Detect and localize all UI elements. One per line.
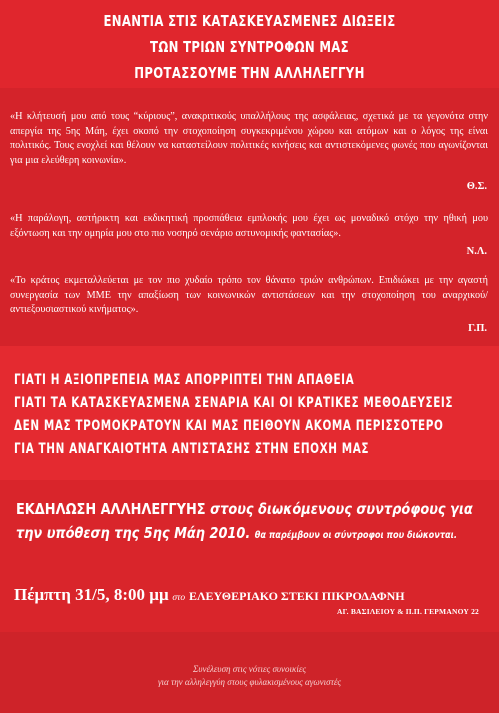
event-at: στο bbox=[172, 593, 186, 603]
quote-2-text: «Η παράλογη, αστήρικτη και εκδικητική προσπάθεια εμπλοκής μου έχει ως μοναδικό στόχο την ηθική μου εξόντωση και την ομηρία μου στο πιο νοσηρό σενάριο αστυνομικής φαντασίας». bbox=[10, 213, 488, 239]
manifesto-band bbox=[0, 346, 499, 480]
manifesto-line-2: ΓΙΑΤΙ ΤΑ ΚΑΤΑΣΚΕΥΑΣΜΕΝΑ ΣΕΝΑΡΙΑ ΚΑΙ ΟΙ ΚΡΑΤΙΚΕΣ ΜΕΘΟΔΕΥΣΕΙΣ bbox=[14, 395, 454, 411]
manifesto-line-3: ΔΕΝ ΜΑΣ ΤΡΟΜΟΚΡΑΤΟΥΝ ΚΑΙ ΜΑΣ ΠΕΙΘΟΥΝ ΑΚΟΜΑ ΠΕΡΙΣΣΟΤΕΡΟ bbox=[14, 418, 444, 434]
event-venue: ΕΛΕΥΘΕΡΙΑΚΟ ΣΤΕΚΙ ΠΙΚΡΟΔΑΦΝΗ bbox=[188, 589, 405, 603]
event-date: Πέμπτη 31/5, 8:00 μμ bbox=[14, 585, 169, 604]
headline-line-2: ΤΩΝ ΤΡΙΩΝ ΣΥΝΤΡΟΦΩΝ ΜΑΣ bbox=[150, 38, 349, 56]
quote-3-signature: Γ.Π. bbox=[468, 323, 487, 334]
event-subtitle-part1: στους διωκόμενους συντρόφους για bbox=[210, 500, 473, 518]
event-note: θα παρέμβουν οι σύντροφοι που διώκονται. bbox=[254, 530, 457, 541]
quote-3-text: «Το κράτος εκμεταλλεύεται με τον πιο χυδαίο τρόπο τον θάνατο τριών ανθρώπων. Επιδιώκει με την αγαστή συνεργασία των ΜΜΕ την απαξίωση των κοινωνικών αντιστάσεων και την στοχοποίηση του αναρχικού/αντιεξουσιαστικού κινήματος». bbox=[10, 275, 488, 315]
event-title-line bbox=[16, 500, 473, 518]
event-case-line bbox=[16, 524, 457, 542]
headline-line-3: ΠΡΟΤΑΣΣΟΥΜΕ ΤΗΝ ΑΛΛΗΛΕΓΓΥΗ bbox=[134, 64, 365, 82]
event-title: ΕΚΔΗΛΩΣΗ ΑΛΛΗΛΕΓΓΥΗΣ bbox=[16, 500, 206, 518]
manifesto-line-1: ΓΙΑΤΙ Η ΑΞΙΟΠΡΕΠΕΙΑ ΜΑΣ ΑΠΟΡΡΙΠΤΕΙ ΤΗΝ ΑΠΑΘΕΙΑ bbox=[14, 372, 355, 388]
event-subtitle-part2: την υπόθεση της 5ης Μάη 2010. bbox=[16, 524, 251, 542]
event-address: ΑΓ. ΒΑΣΙΛΕΙΟΥ & Π.Π. ΓΕΡΜΑΝΟΥ 22 bbox=[336, 607, 479, 616]
footer-line-2: για την αλληλεγγύη στους φυλακισμένους αγωνιστές bbox=[157, 677, 342, 687]
quote-1-signature: Θ.Σ. bbox=[466, 181, 487, 192]
event-datetime-line bbox=[14, 585, 405, 605]
manifesto-line-4: ΓΙΑ ΤΗΝ ΑΝΑΓΚΑΙΟΤΗΤΑ ΑΝΤΙΣΤΑΣΗΣ ΣΤΗΝ ΕΠΟΧΗ ΜΑΣ bbox=[14, 441, 370, 457]
quote-1-text: «Η κλήτευσή μου από τους “κύριους”, ανακριτικούς υπαλλήλους της ασφάλειας, σχετικά με τα γεγονότα στην απεργία της 5ης Μάη, έχει σκοπό την στοχοποίηση συγκεκριμένου χώρου και ατόμων και ο λόγος της είναι πολιτικός. Τους ενοχλεί και θέλουν να καταστείλουν πολιτικές κινήσεις και αντιστεκόμενες φωνές που αγωνίζονται για μια ελεύθερη κοινωνία». bbox=[10, 111, 488, 166]
headline-line-1: ΕΝΑΝΤΙΑ ΣΤΙΣ ΚΑΤΑΣΚΕΥΑΣΜΕΝΕΣ ΔΙΩΞΕΙΣ bbox=[103, 12, 396, 30]
footer-line-1: Συνέλευση στις νότιες συνοικίες bbox=[192, 664, 307, 674]
quote-2-signature: Ν.Λ. bbox=[466, 246, 487, 257]
